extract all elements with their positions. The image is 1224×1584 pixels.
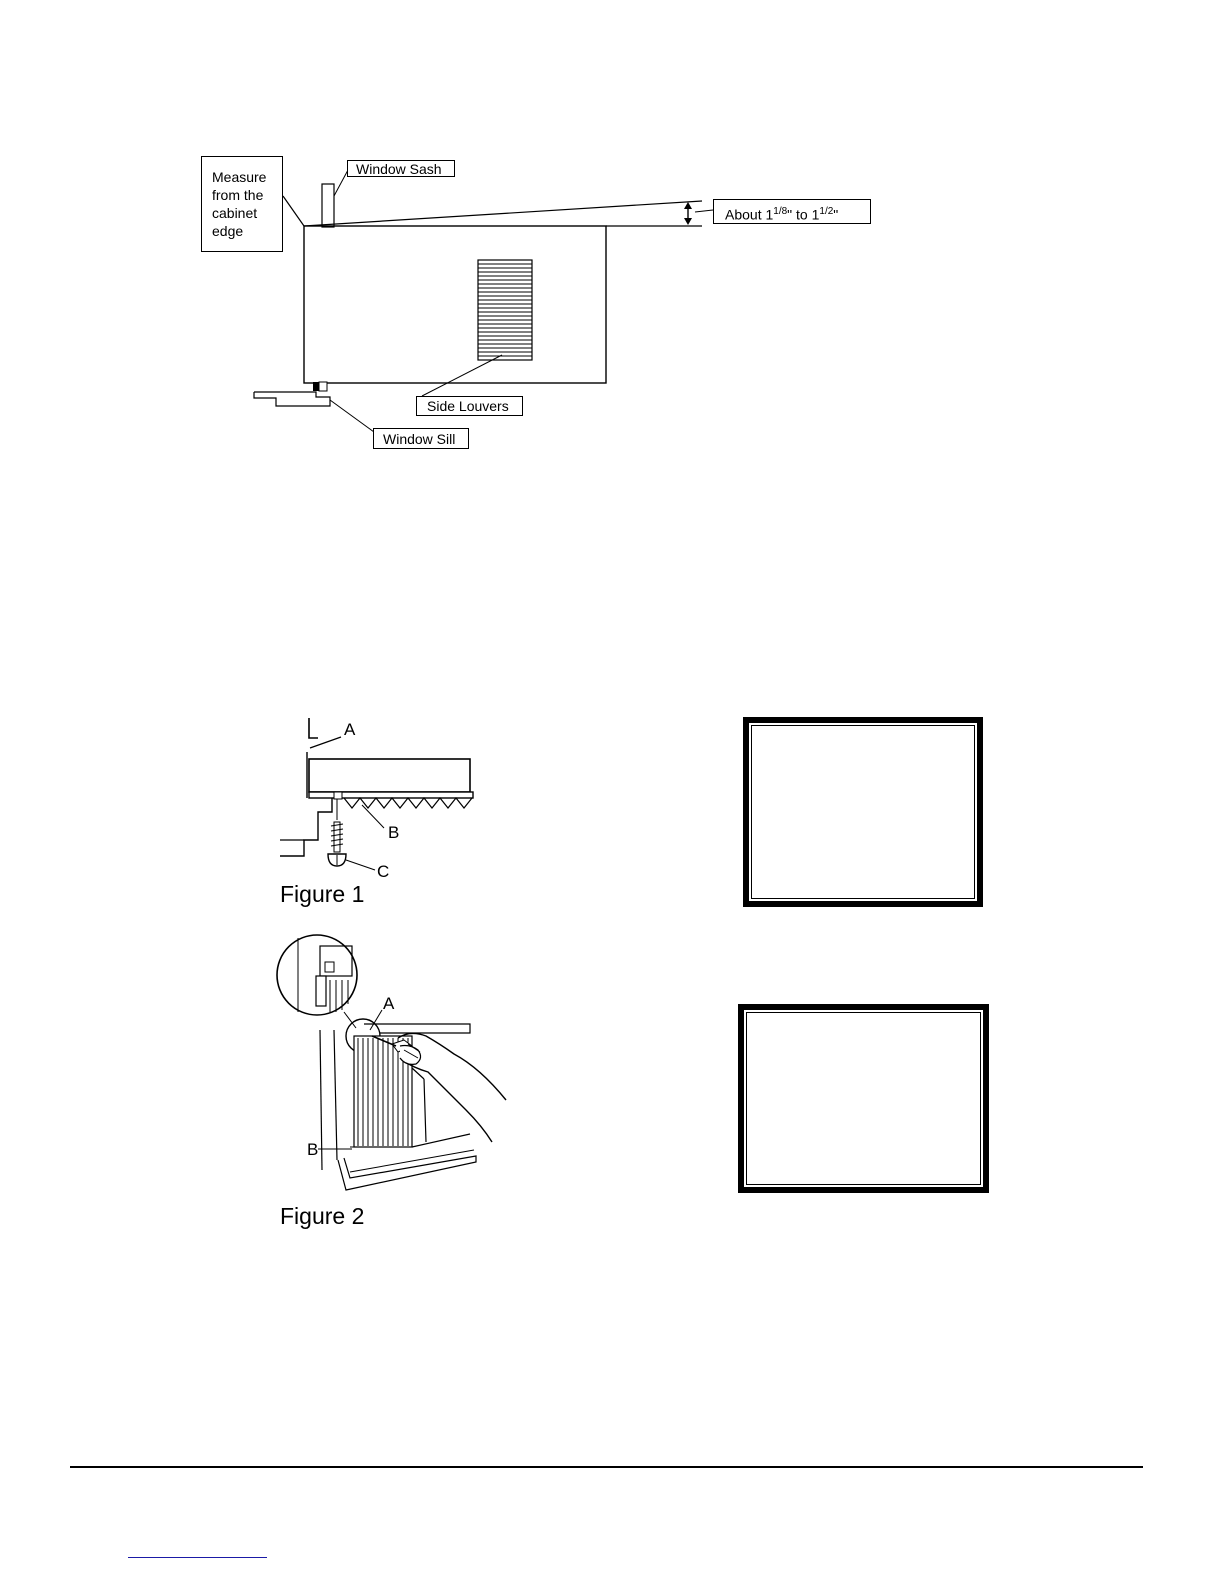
gap-prefix: About 1 [725,206,774,223]
figure-2-label-b: B [307,1140,319,1159]
measure-line-1: Measure [212,169,267,185]
figure-1-caption: Figure 1 [280,881,365,907]
blank-frame-1-inner [751,725,975,899]
measure-line-2: from the [212,187,264,203]
footer-link-underline[interactable] [128,1557,267,1558]
figure-1-label-b: B [388,823,400,842]
gap-frac-2: 1/2 [819,206,834,217]
window-sill-label: Window Sill [373,428,469,449]
figure-2-caption: Figure 2 [280,1203,365,1229]
figure-2-label-a: A [383,994,395,1013]
figure-1-label-a: A [344,720,356,739]
blank-frame-2-inner [746,1012,981,1185]
footer-rule [70,1466,1143,1468]
side-louvers-label: Side Louvers [416,396,523,416]
blank-frame-2 [738,1004,989,1193]
gap-middle: " to 1 [787,206,820,223]
measure-line-3: cabinet [212,205,258,221]
blank-frame-1 [743,717,983,907]
window-sash-label: Window Sash [347,160,455,177]
measure-line-4: edge [212,223,244,239]
gap-frac-1: 1/8 [773,206,788,217]
figure-1-label-c: C [377,862,390,881]
gap-suffix: " [833,206,839,223]
